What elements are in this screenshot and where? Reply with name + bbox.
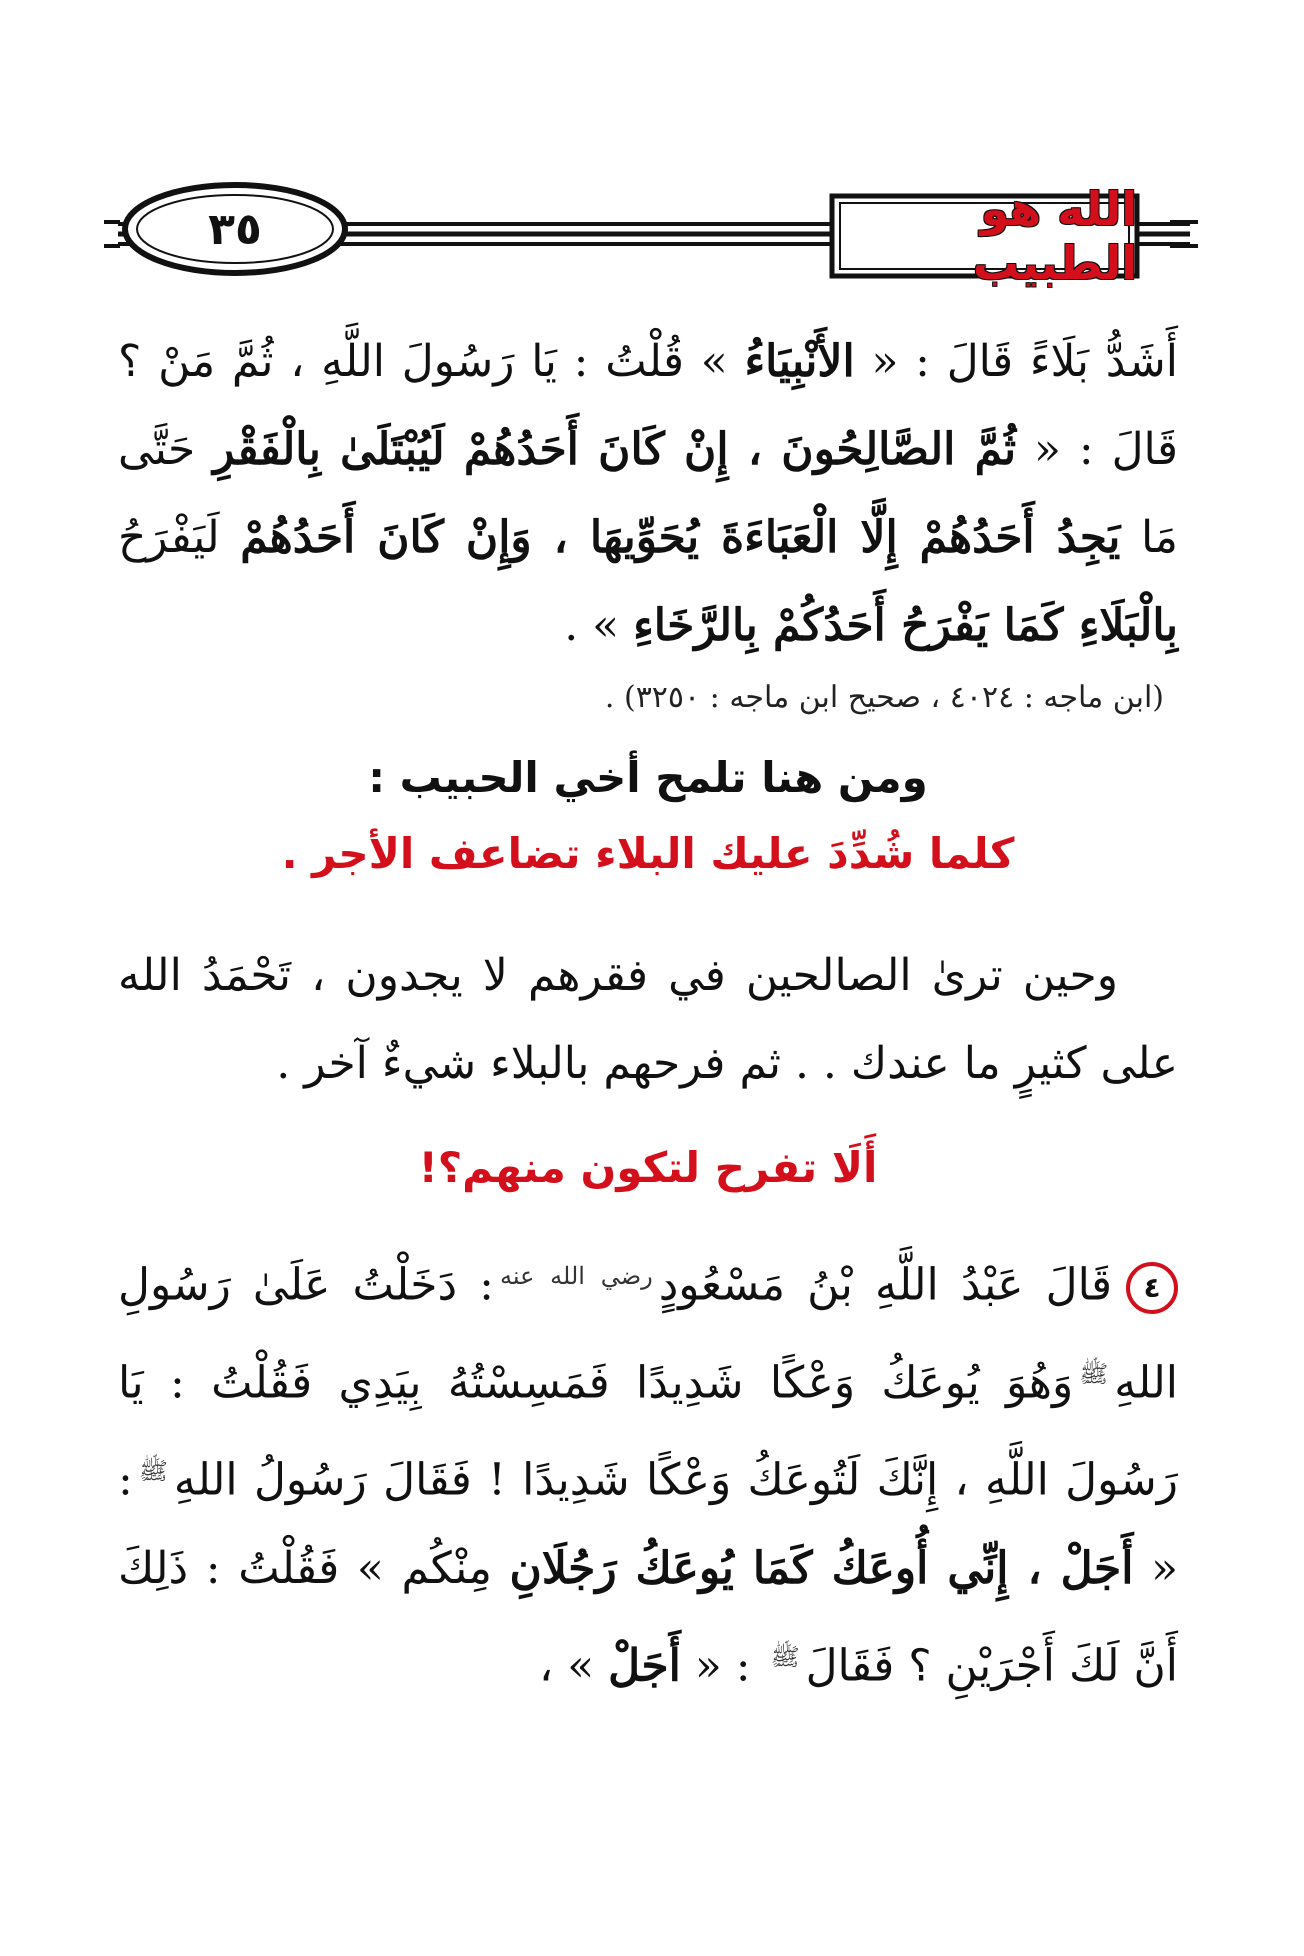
paragraph-2 bbox=[118, 932, 1178, 1108]
honorific-glyph: ﷺ bbox=[1079, 1359, 1109, 1388]
item-number-badge: ٤ bbox=[1126, 1262, 1178, 1314]
book-title: الله هو الطبيب bbox=[972, 182, 1137, 290]
highlight-heading: أَلَا تفرح لتكون منهم؟! bbox=[418, 1143, 878, 1192]
text-run: » ، bbox=[539, 1640, 609, 1692]
page-body bbox=[118, 318, 1178, 1711]
honorific-glyph: رضي الله عنه bbox=[500, 1262, 653, 1290]
hadith-paragraph-4 bbox=[118, 1232, 1178, 1711]
text-run: حَتَّى مَا bbox=[118, 424, 1178, 563]
spacer bbox=[118, 1206, 1178, 1232]
bold-text-run: أَجَلْ bbox=[608, 1640, 681, 1692]
text-run: وَهُوَ يُوعَكُ وَعْكًا شَدِيدًا فَمَسِسْتُهُ بِيَدِي فَقُلْتُ : يَا رَسُولَ اللَّهِ ، إِنَّكَ لَتُوعَكُ وَعْكًا شَدِيدًا ! فَقَالَ رَسُولُ اللهِ bbox=[118, 1357, 1178, 1506]
text-run: : دَخَلْتُ عَلَىٰ رَسُولِ اللهِ bbox=[118, 1259, 1178, 1409]
text-run: أَشَدُّ بَلَاءً قَالَ : « bbox=[854, 336, 1178, 387]
spacer bbox=[118, 892, 1178, 932]
bold-text-run: ثُمَّ الصَّالِحُونَ ، إِنْ كَانَ أَحَدُهُمْ لَيُبْتَلَىٰ بِالْفَقْرِ bbox=[213, 424, 1017, 475]
text-run: : « bbox=[118, 1454, 1179, 1594]
bold-text-run: الأَنْبِيَاءُ bbox=[744, 336, 855, 387]
text-run: » قُلْتُ : يَا رَسُولَ اللَّهِ ، ثُمَّ مَنْ ؟ قَالَ : « bbox=[118, 336, 1178, 475]
text-run: لَيَفْرَحُ bbox=[118, 512, 241, 563]
section-heading: ومن هنا تلمح أخي الحبيب : bbox=[368, 753, 928, 802]
page-number: ٣٥ bbox=[208, 203, 262, 255]
text-run: » . bbox=[564, 600, 634, 651]
page-header bbox=[0, 0, 1304, 300]
bold-text-run: أَجَلْ ، إِنِّي أُوعَكُ كَمَا يُوعَكُ رَجُلَانِ bbox=[509, 1542, 1134, 1594]
honorific-glyph: ﷺ bbox=[770, 1642, 800, 1671]
citation: (ابن ماجه : ٤٠٢٤ ، صحيح ابن ماجه : ٣٢٥٠) . bbox=[604, 680, 1164, 715]
text-run: قَالَ عَبْدُ اللَّهِ بْنُ مَسْعُودٍ bbox=[658, 1259, 1113, 1311]
highlight-heading: كلما شُدِّدَ عليك البلاء تضاعف الأجر . bbox=[281, 829, 1015, 878]
bold-text-run: بِالْبَلَاءِ كَمَا يَفْرَحُ أَحَدُكُمْ بِالرَّخَاءِ bbox=[633, 600, 1178, 651]
spacer bbox=[118, 1108, 1178, 1130]
text-run: وحين ترىٰ الصالحين في فقرهم لا يجدون ، تَحْمَدُ الله على كثيرٍ ما عندك . . ثم فرحهم بالبلاء شيءٌ آخر . bbox=[118, 950, 1178, 1089]
text-run: مِنْكُم » فَقُلْتُ : ذَلِكَ أَنَّ لَكَ أَجْرَيْنِ ؟ فَقَالَ bbox=[118, 1542, 1178, 1692]
hadith-paragraph-1 bbox=[118, 318, 1178, 670]
bold-text-run: يَجِدُ أَحَدُهُمْ إِلَّا الْعَبَاءَةَ يُحَوِّيهَا ، وَإِنْ كَانَ أَحَدُهُمْ bbox=[240, 512, 1121, 563]
text-run: : « bbox=[680, 1640, 765, 1692]
honorific-glyph: ﷺ bbox=[138, 1457, 168, 1486]
